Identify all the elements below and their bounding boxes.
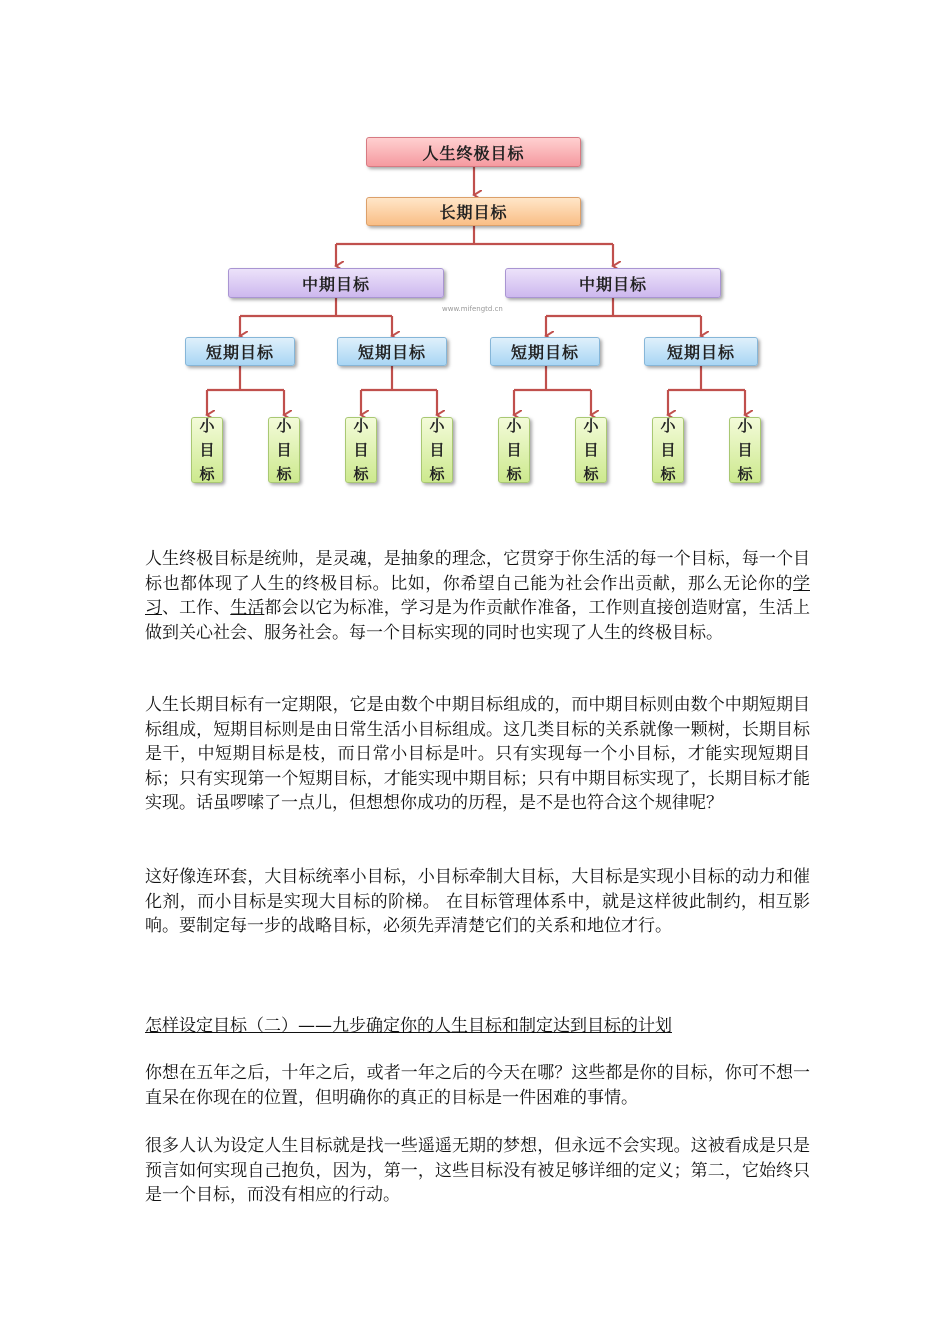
link-study[interactable]: 学习 [145,573,810,618]
small-goal-label: 小目标 [199,417,215,483]
small-goal-box-8 [729,417,761,483]
small-goal-label: 小目标 [429,417,445,483]
small-goal-label: 小目标 [660,417,676,483]
short-term-goal-box-4 [644,337,758,366]
small-goal-box-7 [652,417,684,483]
diagram-watermark: www.mifengtd.cn [442,305,503,313]
small-goal-box-5 [498,417,530,483]
mid-term-goal-label: 中期目标 [578,274,647,294]
goal-hierarchy-diagram [0,0,950,500]
paragraph-long-term-goal: 人生长期目标有一定期限，它是由数个中期目标组成的，而中期目标则由数个中期短期目标组成，短期目标则是由日常生活小目标组成。这几类目标的关系就像一颗树，长期目标是干，中短期目标是枝，而日常小目标是叶。只有实现每一个小目标，才能实现短期目标；只有实现第一个短期目标，才能实现中期目标；只有中期目标实现了，长期目标才能实现。话虽啰嗦了一点儿，但想想你成功的历程，是不是也符合这个规律呢？ [145,695,810,813]
short-term-goal-label: 短期目标 [205,343,274,362]
short-term-goal-label: 短期目标 [510,343,579,362]
small-goal-box-2 [268,417,300,483]
small-goal-box-6 [575,417,607,483]
long-term-goal-box [366,197,581,226]
paragraph-where-in-five-years: 你想在五年之后，十年之后，或者一年之后的今天在哪？这些都是你的目标，你可不想一直呆在你现在的位置，但明确你的真正的目标是一件困难的事情。 [145,1063,810,1108]
small-goal-box-4 [421,417,453,483]
paragraph-ultimate-goal [145,547,810,645]
small-goal-label: 小目标 [583,417,599,483]
paragraph-text: 都会以它为标准，学习是为作贡献作准备，工作则直接创造财富，生活上做到关心社会、服务社会。每一个目标实现的同时也实现了人生的终极目标。 [145,598,811,643]
paragraph-setting-life-goals: 很多人认为设定人生目标就是找一些遥遥无期的梦想，但永远不会实现。这被看成是只是预言如何实现自己抱负，因为，第一，这些目标没有被足够详细的定义；第二，它始终只是一个目标，而没有相应的行动。 [145,1136,810,1205]
small-goal-label: 小目标 [353,417,369,483]
section-heading-link[interactable]: 怎样设定目标（二）——九步确定你的人生目标和制定达到目标的计划 [145,1016,672,1036]
short-term-goal-box-1 [185,337,295,366]
small-goal-box-3 [345,417,377,483]
mid-term-goal-label: 中期目标 [301,274,370,294]
small-goal-label: 小目标 [276,417,292,483]
paragraph-text: 人生终极目标是统帅，是灵魂，是抽象的理念，它贯穿于你生活的每一个目标，每一个目标也都体现了人生的终极目标。比如，你希望自己能为社会作出贡献，那么无论你的 [145,549,810,594]
short-term-goal-box-2 [337,337,447,366]
mid-term-goal-box-1 [228,268,444,298]
small-goal-label: 小目标 [737,417,753,483]
short-term-goal-label: 短期目标 [357,343,426,362]
small-goal-box-1 [191,417,223,483]
mid-term-goal-box-2 [505,268,721,298]
short-term-goal-label: 短期目标 [666,343,735,362]
link-life[interactable]: 生活 [230,598,265,618]
paragraph-text: 、工作、 [162,598,231,618]
small-goal-label: 小目标 [506,417,522,483]
paragraph-linked-goals: 这好像连环套，大目标统率小目标，小目标牵制大目标，大目标是实现小目标的动力和催化剂，而小目标是实现大目标的阶梯。 在目标管理体系中，就是这样彼此制约，相互影响。要制定每一步的战略目标，必须先弄清楚它们的关系和地位才行。 [145,867,810,936]
long-term-goal-label: 长期目标 [439,203,508,222]
root-goal-label: 人生终极目标 [422,143,525,163]
diagram-connectors [0,0,950,500]
root-goal-box [366,137,581,167]
short-term-goal-box-3 [490,337,600,366]
